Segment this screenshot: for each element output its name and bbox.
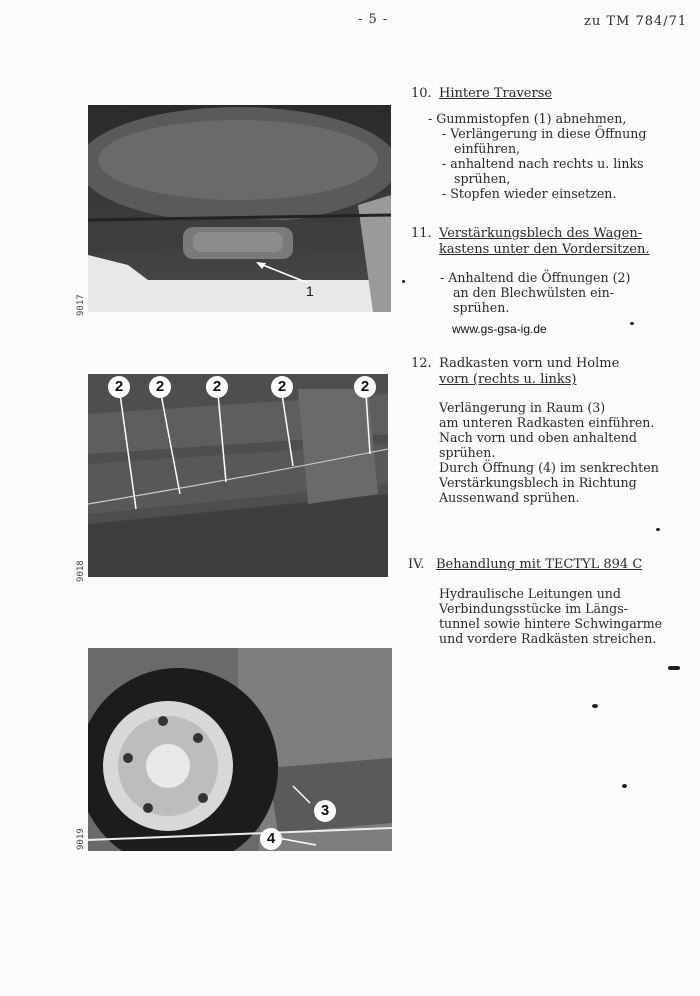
section-title: Verstärkungsblech des Wagen- [439,226,643,241]
text-line: Verstärkungsblech in Richtung [439,475,637,490]
scan-speck [656,528,660,531]
text-line: tunnel sowie hintere Schwingarme [439,616,663,631]
text-line: sprühen. [439,445,496,460]
section-number: 11. [411,226,432,241]
figure-number: 9018 [76,560,86,582]
section-title: Radkasten vorn und Holme [439,356,620,371]
section-title: Hintere Traverse [439,86,553,101]
scan-speck [630,322,634,325]
callout-4: 4 [260,828,282,850]
section-IV-body [439,586,662,646]
scan-speck [668,666,680,670]
text-line: Verbindungsstücke im Längs- [439,601,628,616]
figure-number: 9017 [76,294,86,316]
callout-2: 2 [149,376,171,398]
text-line: Verlängerung in Raum (3) [439,400,606,415]
section-12-heading [411,356,619,388]
section-10-body [428,111,646,201]
text-line: - Anhaltend die Öffnungen (2) [440,270,631,285]
text-line: sprühen, [454,171,511,186]
scan-speck [592,704,598,708]
callout-3: 3 [314,800,336,822]
section-IV-heading [408,557,642,573]
section-title: Behandlung mit TECTYL 894 C [436,557,643,572]
section-12-body [439,400,659,505]
section-11-heading [411,226,650,258]
text-line: - anhaltend nach rechts u. links [442,156,644,171]
scan-speck [402,280,405,283]
text-line: - Gummistopfen (1) abnehmen, [428,111,627,126]
section-title: kastens unter den Vordersitzen. [439,242,650,257]
callout-2: 2 [354,376,376,398]
callout-2: 2 [271,376,293,398]
scan-speck [622,784,627,788]
website-watermark: www.gs-gsa-ig.de [452,322,547,336]
text-line: an den Blechwülsten ein- [453,285,615,300]
section-number: IV. [408,557,425,572]
document-reference: zu TM 784/71 [584,14,688,29]
text-line: Hydraulische Leitungen und [439,586,621,601]
text-line: einführen, [454,141,521,156]
section-number: 10. [411,86,432,101]
figure-number: 9019 [76,828,86,850]
section-number: 12. [411,356,432,371]
text-line: und vordere Radkästen streichen. [439,631,657,646]
section-10-heading [411,86,552,102]
text-line: sprühen. [453,300,510,315]
callout-2: 2 [108,376,130,398]
photo-reinforcement-plate [88,374,388,577]
text-line: Durch Öffnung (4) im senkrechten [439,460,659,475]
text-line: Nach vorn und oben anhaltend [439,430,637,445]
callout-1: 1 [306,283,314,299]
text-line: Aussenwand sprühen. [439,490,580,505]
photo-front-wheelarch [88,648,392,851]
text-line: - Verlängerung in diese Öffnung [442,126,647,141]
photo-rear-crossmember [88,105,391,312]
section-11-body [440,270,630,315]
page-number: - 5 - [358,12,389,27]
callout-2: 2 [206,376,228,398]
section-title: vorn (rechts u. links) [439,372,577,387]
text-line: - Stopfen wieder einsetzen. [442,186,617,201]
text-line: am unteren Radkasten einführen. [439,415,655,430]
